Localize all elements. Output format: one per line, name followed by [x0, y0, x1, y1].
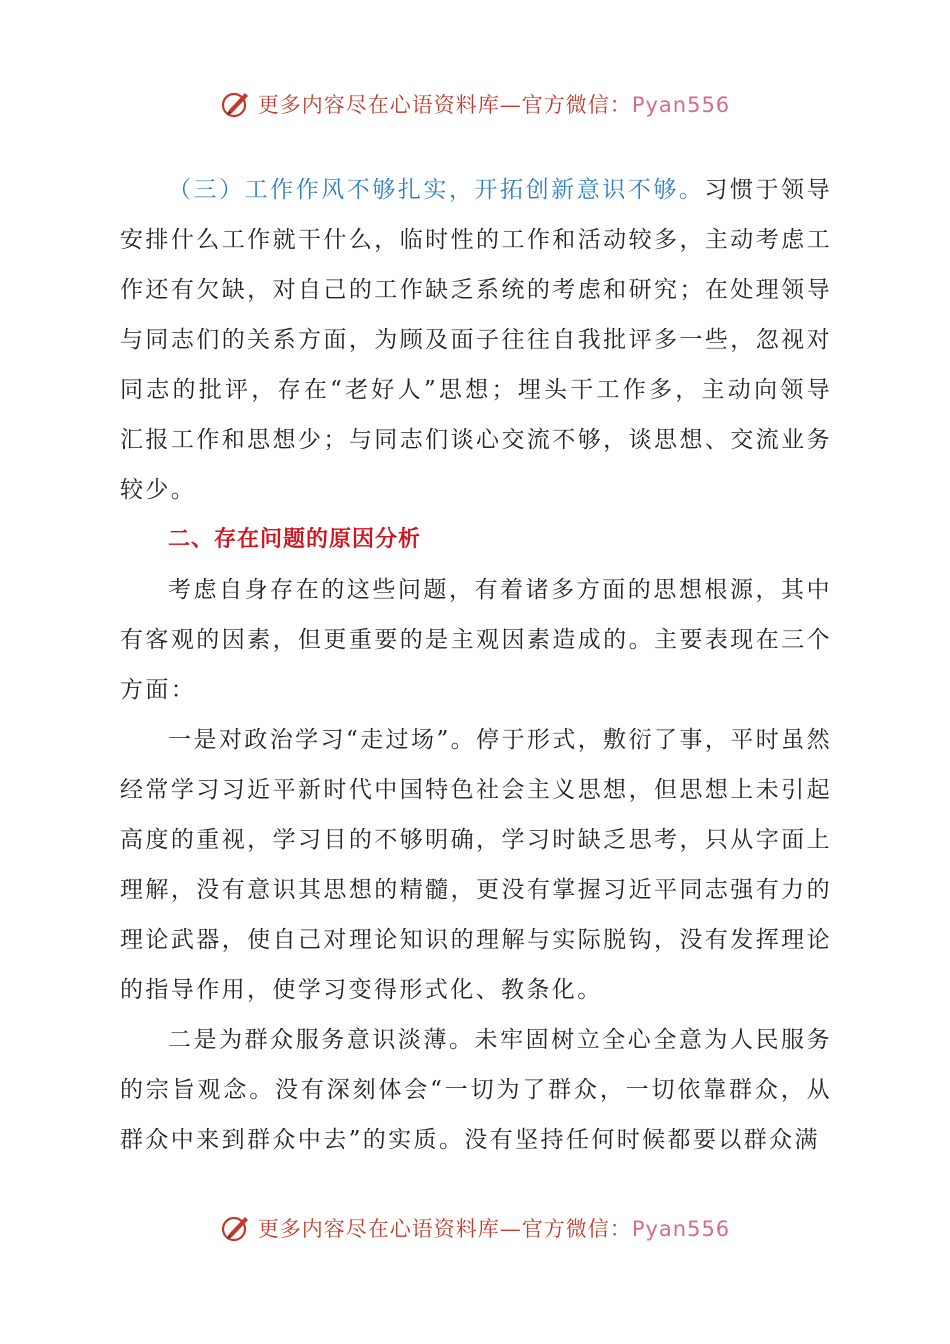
banner-text: 更多内容尽在心语资料库—官方微信： — [257, 93, 632, 117]
footer-banner — [0, 1208, 950, 1248]
wechat-id: Pyan556 — [631, 1217, 731, 1241]
paragraph-mass-service: 二是为群众服务意识淡薄。未牢固树立全心全意为人民服务的宗旨观念。没有深刻体会“一切为了群众，一切依靠群众，从群众中来到群众中去”的实质。没有坚持任何时候都要以群众满 — [120, 1027, 832, 1153]
subsection-heading: （三）工作作风不够扎实，开拓创新意识不够。 — [168, 177, 705, 203]
pen-logo-icon — [220, 88, 252, 120]
paragraph-intro: 考虑自身存在的这些问题，有着诸多方面的思想根源，其中有客观的因素，但更重要的是主观因素造成的。主要表现在三个方面： — [120, 577, 832, 703]
section-heading: 二、存在问题的原因分析 — [168, 527, 422, 552]
paragraph-work-style — [120, 165, 832, 515]
document-body — [120, 165, 832, 1165]
paragraph-text: 习惯于领导安排什么工作就干什么，临时性的工作和活动较多，主动考虑工作还有欠缺，对自己的工作缺乏系统的考虑和研究；在处理领导与同志们的关系方面，为顾及面子往往自我批评多一些，忽视对同志的批评，存在“老好人”思想；埋头干工作多，主动向领导汇报工作和思想少；与同志们谈心交流不够，谈思想、交流业务较少。 — [120, 177, 832, 503]
paragraph-political-study: 一是对政治学习“走过场”。停于形式，敷衍了事，平时虽然经常学习习近平新时代中国特色社会主义思想，但思想上未引起高度的重视，学习目的不够明确，学习时缺乏思考，只从字面上理解，没有意识其思想的精髓，更没有掌握习近平同志强有力的理论武器，使自己对理论知识的理解与实际脱钩，没有发挥理论的指导作用，使学习变得形式化、教条化。 — [120, 727, 832, 1003]
banner-text: 更多内容尽在心语资料库—官方微信： — [257, 1217, 632, 1241]
pen-logo-icon — [220, 1212, 252, 1244]
header-banner — [0, 84, 950, 124]
wechat-id: Pyan556 — [631, 93, 731, 117]
